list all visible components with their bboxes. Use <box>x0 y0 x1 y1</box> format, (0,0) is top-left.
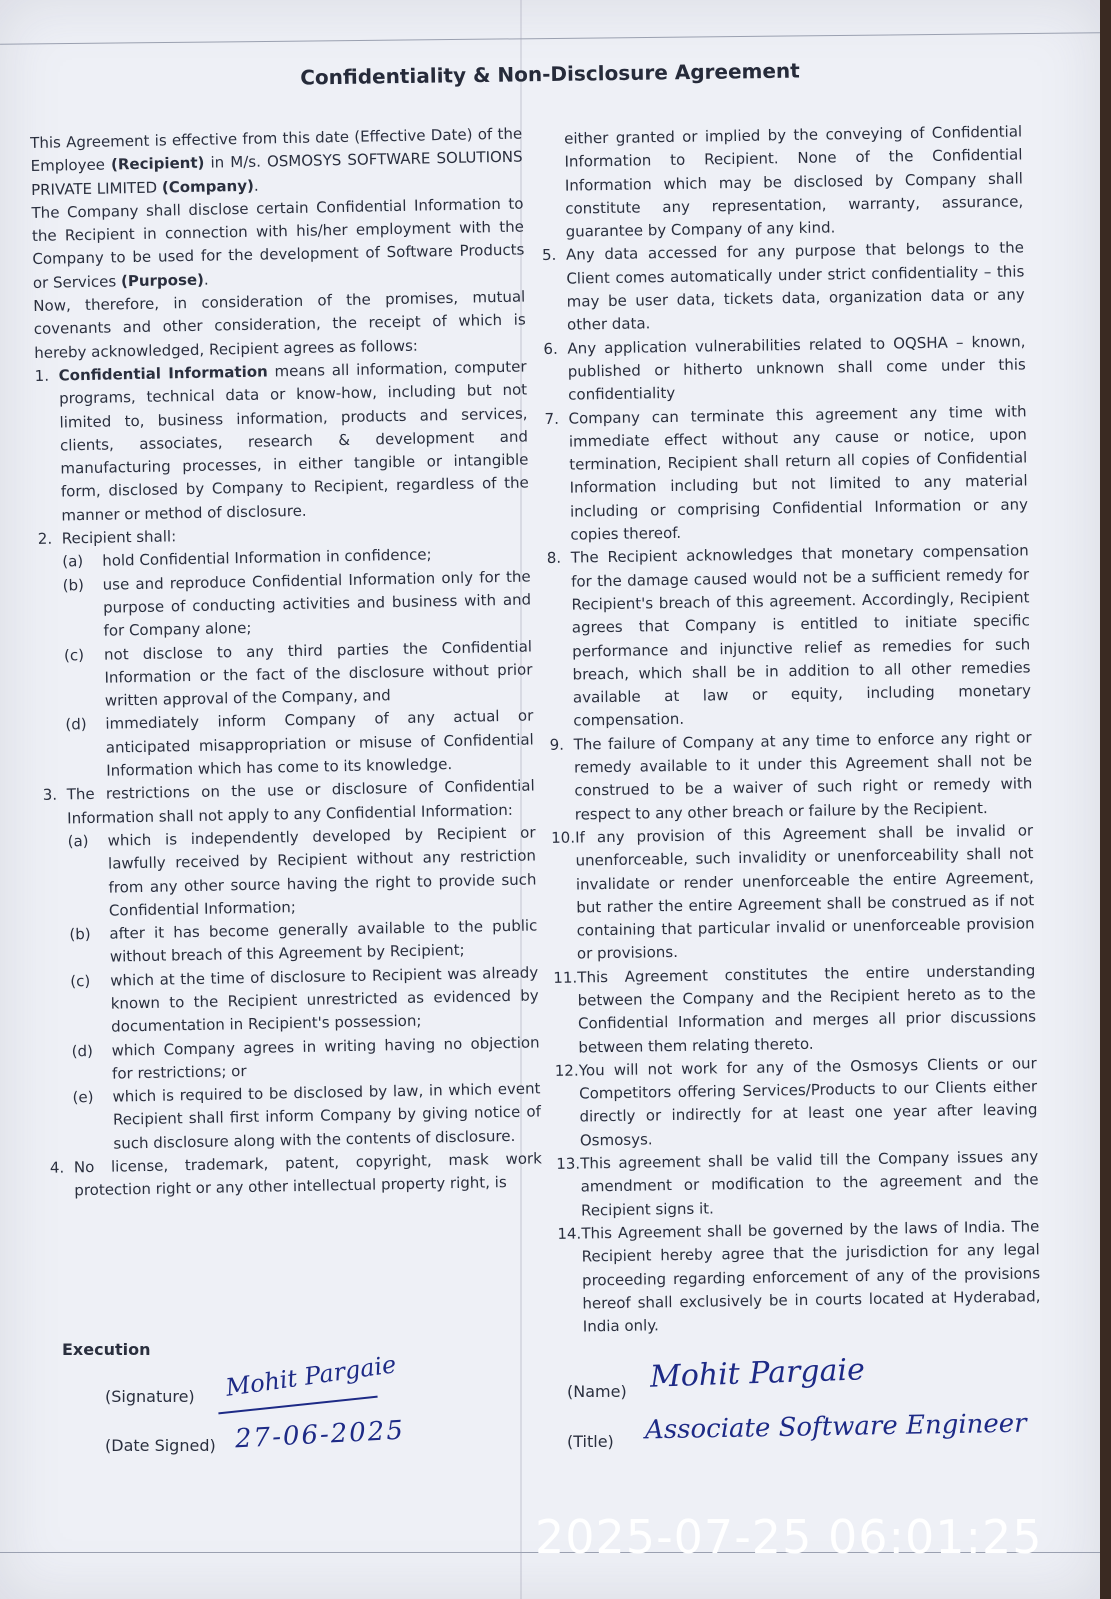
clause-3e <box>72 1078 541 1157</box>
clause-number: 13. <box>556 1154 581 1173</box>
clause-bold: Confidential Information <box>58 362 268 385</box>
clause-text: Recipient shall: <box>61 527 177 548</box>
clause-text: This Agreement constitutes the entire understanding between the Company and the Recipient hereto as to the Confidential Information and merges all prior discussions between them relating thereto. <box>577 961 1037 1057</box>
handwritten-signature: Mohit Pargaie <box>223 1350 398 1402</box>
intro-paragraph-3: Now, therefore, in consideration of the promises, mutual covenants and other consideration, the receipt of which is hereby acknowledged, Recipient agrees as follows: <box>33 287 526 362</box>
clause-2b <box>62 565 531 644</box>
clause-text <box>58 355 529 527</box>
subclause-letter: (e) <box>72 1088 94 1107</box>
intro-bold: (Purpose) <box>120 270 205 291</box>
clause-text: This Agreement shall be governed by the laws of India. The Recipient hereby agree that the jurisdiction for any legal proceeding regarding enforcement of any of the provisions hereof shall exclusively be in courts located at Hyderabad, India only. <box>581 1217 1041 1336</box>
photo-timestamp: 2025-07-25 06:01:25 <box>535 1510 1043 1564</box>
clause-3a <box>67 821 537 923</box>
subclause-text: hold Confidential Information in confidence; <box>102 545 432 571</box>
intro-paragraph-1 <box>30 123 523 202</box>
clause-9 <box>550 726 1033 827</box>
execution-heading: Execution <box>62 1340 151 1359</box>
subclause-letter: (d) <box>65 715 87 734</box>
clause-number: 12. <box>554 1061 579 1080</box>
clause-number: 7. <box>544 409 560 428</box>
intro-bold: (Company) <box>161 176 255 197</box>
subclause-text: which Company agrees in writing having no objection for restrictions; or <box>111 1032 540 1083</box>
clause-number: 5. <box>541 246 557 265</box>
handwritten-date: 27-06-2025 <box>234 1415 406 1455</box>
clause-4-continued <box>540 120 1024 244</box>
clause-text: This agreement shall be valid till the Company issues any amendment or modification to the agreement and the Recipient signs it. <box>580 1147 1039 1220</box>
intro-text: . <box>203 270 209 289</box>
subclause-letter: (c) <box>63 645 85 664</box>
clause-text: If any provision of this Agreement shall be invalid or unenforceable, such invalidity or unenforceability shall not invalidate or render unenforceable the entire Agreement, but rather the entire Agreement shall be construed as if not containing that particular invalid or unenforceable provision or provisions. <box>575 821 1035 963</box>
clause-2c <box>64 635 533 714</box>
clause-5 <box>542 237 1025 338</box>
subclause-text: not disclose to any third parties the Confidential Information or the fact of the disclosure without prior written approval of the Company, and <box>103 636 533 710</box>
clause-number: 6. <box>543 339 558 358</box>
clause-3c <box>70 961 539 1040</box>
clause-text: The restrictions on the use or disclosure of Confidential Information shall not apply to any Confidential Information: <box>66 776 535 828</box>
intro-bold: (Recipient) <box>110 153 205 174</box>
right-column <box>540 120 1041 1339</box>
clause-text: Any data accessed for any purpose that belongs to the Client comes automatically under strict confidentiality – this may be user data, tickets data, organization data or any other data. <box>565 238 1025 334</box>
handwritten-title: Associate Software Engineer <box>644 1408 1027 1446</box>
clause-text: Company can terminate this agreement any time with immediate effect without any cause or notice, upon termination, Recipient shall return all copies of Confidential Information including but not limited to any material including or comprising Confidential Information or any copies thereof. <box>568 401 1029 544</box>
intro-text: The Company shall disclose certain Confidential Information to the Recipient in connection with his/her employment with the Company to be used for the development of Software Products or Services <box>31 194 525 292</box>
clause-13 <box>556 1145 1039 1222</box>
intro-paragraph-2 <box>31 192 525 295</box>
intro-text: in M/s. OSMOSYS SOFTWARE SOLUTIONS PRIVATE LIMITED <box>30 147 523 199</box>
clause-text: either granted or implied by the conveying of Confidential Information to Recipient. None of the Confidential Information which may be disclosed by Company shall constitute any representation, warranty, assurance, guarantee by Company of any kind. <box>564 122 1024 241</box>
subclause-text: which is required to be disclosed by law, in which event Recipient shall first inform Company by giving notice of such disclosure along with the contents of disclosure. <box>112 1079 542 1153</box>
subclause-letter: (b) <box>69 925 91 944</box>
top-rule <box>0 32 1100 45</box>
subclause-letter: (b) <box>62 575 85 595</box>
subclause-letter: (a) <box>62 552 84 571</box>
subclause-text: immediately inform Company of any actual or anticipated misappropriation or misuse of Confidential Information which has come to its knowledge. <box>105 706 534 780</box>
clause-number: 8. <box>546 549 562 568</box>
name-label: (Name) <box>567 1382 627 1401</box>
subclause-letter: (c) <box>70 971 91 991</box>
subclause-text: use and reproduce Confidential Information only for the purpose of conducting activities and business with and for Company alone; <box>102 567 532 640</box>
clause-number: 10. <box>551 828 576 847</box>
clause-6 <box>543 330 1026 407</box>
document-title: Confidentiality & Non-Disclosure Agreement <box>300 58 800 90</box>
clause-number: 3. <box>42 785 58 805</box>
clause-8 <box>547 540 1032 734</box>
subclause-letter: (a) <box>67 831 89 851</box>
intro-text: This Agreement is effective from this date (Effective Date) of the Employee <box>30 124 523 176</box>
date-signed-label: (Date Signed) <box>105 1436 216 1455</box>
clause-body: means all information, computer programs, technical data or know-how, including but not limited to, business information, products and services, clients, associates, research & development and manufacturing processes, in either tangible or intangible form, disclosed by Company to Recipient, regardless of the manner or method of disclosure. <box>58 357 530 525</box>
clause-number: 14. <box>557 1224 582 1243</box>
subclause-letter: (d) <box>71 1041 94 1060</box>
clause-7 <box>544 400 1028 547</box>
subclause-text: which is independently developed by Recipient or lawfully received by Recipient without any restriction from any other source having the right to provide such Confidential Information; <box>107 823 537 920</box>
subclause-text: which at the time of disclosure to Recipient was already known to the Recipient unrestricted as evidenced by documentation in Recipient's possession; <box>110 963 539 1036</box>
clause-text: The failure of Company at any time to enforce any right or remedy available to it under this Agreement shall not be construed to be a waiver of such right or remedy with respect to any other breach or failure by the Recipient. <box>573 728 1033 824</box>
clause-10 <box>551 819 1035 966</box>
left-column <box>30 123 542 1204</box>
clause-11 <box>553 959 1036 1060</box>
clause-12 <box>555 1052 1038 1153</box>
clause-text: Any application vulnerabilities related to OQSHA – known, published or hitherto unknown shall come under this confidentiality <box>567 332 1026 404</box>
signature-label: (Signature) <box>105 1387 195 1406</box>
clause-text: You will not work for any of the Osmosys Clients or our Competitors offering Services/Products to our Clients either directly or indirectly for at least one year after leaving Osmosys. <box>578 1054 1038 1150</box>
subclause-text: after it has become generally available to the public without breach of this Agreement by Recipient; <box>109 916 538 967</box>
clause-4 <box>50 1147 543 1203</box>
clause-14 <box>557 1215 1041 1339</box>
title-label: (Title) <box>567 1432 614 1451</box>
clause-number: 2. <box>37 529 53 548</box>
clause-text: The Recipient acknowledges that monetary compensation for the damage caused would not be a sufficient remedy for Recipient's breach of this agreement. Accordingly, Recipient agrees that Company is entitled to initiate specific performance and injunctive relief as remedies for such breach, which shall be in addition to all other remedies available at law or equity, including monetary compensation. <box>570 541 1032 730</box>
clause-number: 1. <box>34 366 50 385</box>
handwritten-name: Mohit Pargaie <box>649 1352 866 1395</box>
clause-text: No license, trademark, patent, copyright, mask work protection right or any other intellectual property right, is <box>73 1149 542 1200</box>
intro-text: . <box>253 176 259 195</box>
clause-2d <box>65 705 534 784</box>
clause-1 <box>34 355 529 527</box>
clause-number: 9. <box>549 735 565 754</box>
clause-number: 4. <box>49 1158 65 1177</box>
clause-number: 11. <box>553 968 578 987</box>
